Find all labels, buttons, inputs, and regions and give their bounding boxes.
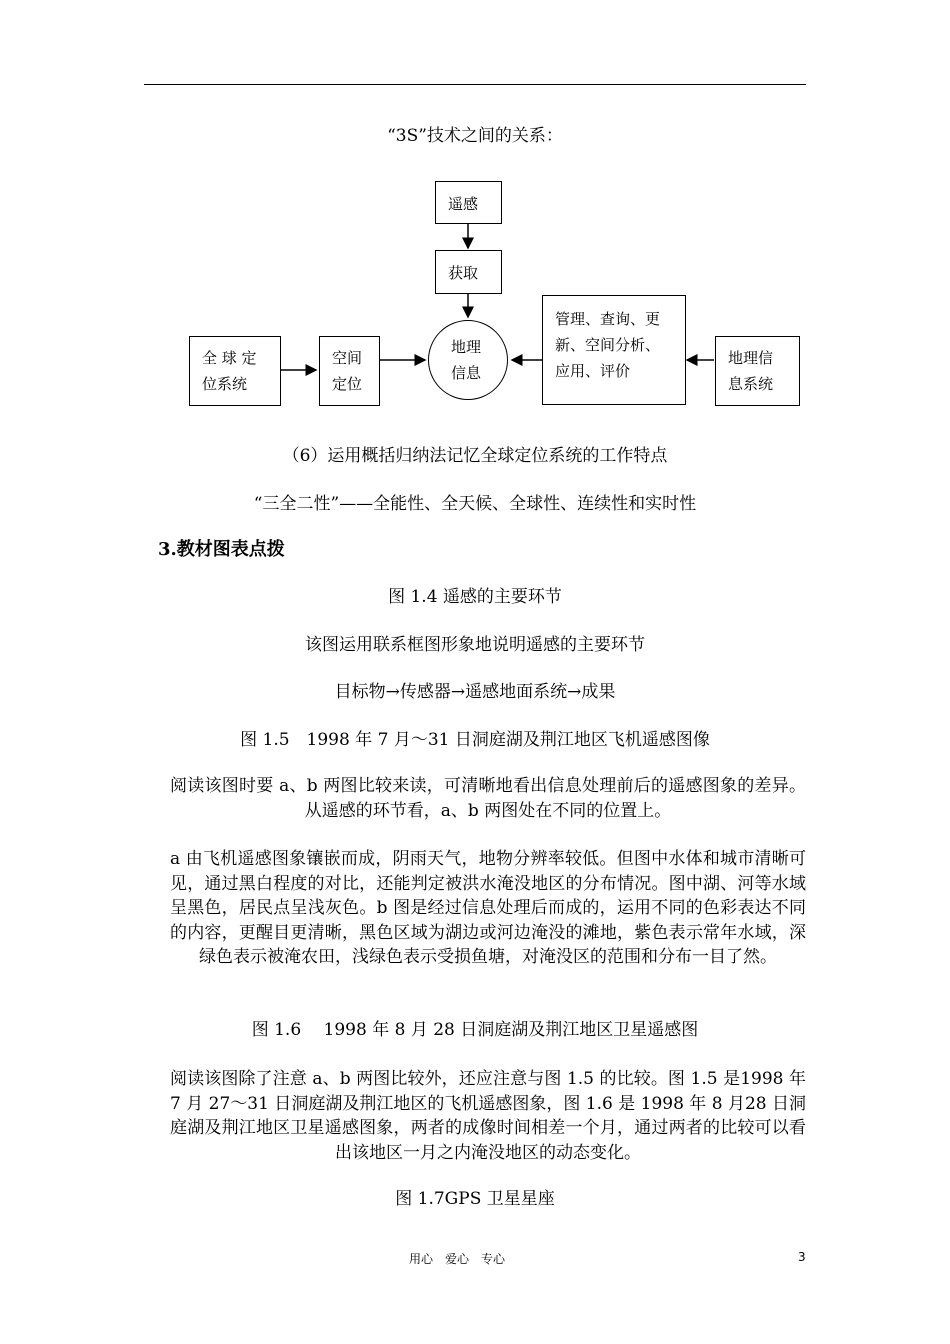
spatial-positioning-box — [319, 336, 380, 406]
spatial-label-line1: 空间 — [332, 349, 363, 367]
page-number: 3 — [798, 1250, 806, 1264]
gis-box — [715, 336, 800, 406]
remote-sensing-chain: 目标物→传感器→遥感地面系统→成果 — [334, 682, 616, 702]
paragraph-figure-1-5-reading: 阅读该图时要 a、b 两图比较来读，可清晰地看出信息处理前后的遥感图象的差异。从遥感的环节看，a、b 两图处在不同的位置上。 — [170, 776, 806, 821]
page-footer: 用心 爱心 专心 — [409, 1252, 506, 1266]
gis-functions-box — [542, 295, 686, 405]
figure-1-4-caption: 图 1.4 遥感的主要环节 — [388, 587, 562, 607]
diagram-caption: “3S”技术之间的关系： — [387, 126, 563, 146]
spatial-label-line2: 定位 — [332, 375, 363, 393]
acquire-box — [435, 250, 502, 294]
mgmt-line1: 管理、查询、更 — [555, 310, 661, 328]
figure-1-6-caption: 图 1.6 1998 年 8 月 28 日洞庭湖及荆江地区卫星遥感图 — [251, 1020, 699, 1040]
figure-1-7-caption: 图 1.7GPS 卫星星座 — [395, 1189, 555, 1209]
geo-info-circle — [428, 320, 508, 400]
gps-mnemonic-heading: （6）运用概括归纳法记忆全球定位系统的工作特点 — [282, 446, 668, 466]
acquire-label: 获取 — [448, 264, 479, 282]
geo-label-line1: 地理 — [451, 338, 482, 356]
paragraph-figure-1-5-details: a 由飞机遥感图象镶嵌而成，阴雨天气，地物分辨率较低。但图中水体和城市清晰可见，通过黑白程度的对比，还能判定被洪水淹没地区的分布情况。图中湖、河等水域呈黑色，居民点呈浅灰色。b 图是经过信息处理后而成的，运用不同的色彩表达不同的内容，更醒目更清晰，黑色区域为湖边或河边淹没的滩地，紫色表示常年水域，深绿色表示被淹农田，浅绿色表示受损鱼塘，对淹没区的范围和分布一目了然。 — [170, 849, 806, 967]
gis-label-line1: 地理信 — [728, 349, 774, 367]
remote-sensing-label: 遥感 — [448, 195, 479, 213]
gis-label-line2: 息系统 — [728, 375, 774, 393]
gps-label-line2: 位系统 — [202, 375, 248, 393]
mgmt-line3: 应用、评价 — [555, 362, 631, 380]
gps-label-line1: 全 球 定 — [202, 349, 257, 367]
geo-label-line2: 信息 — [451, 364, 482, 382]
gps-mnemonic-text: “三全二性”——全能性、全天候、全球性、连续性和实时性 — [253, 494, 697, 514]
remote-sensing-box — [435, 181, 502, 224]
gps-box — [189, 336, 281, 406]
mgmt-line2: 新、空间分析、 — [555, 336, 661, 354]
section-heading: 3.教材图表点拨 — [158, 539, 285, 560]
figure-1-4-description: 该图运用联系框图形象地说明遥感的主要环节 — [305, 635, 645, 655]
paragraph-figure-1-6: 阅读该图除了注意 a、b 两图比较外，还应注意与图 1.5 的比较。图 1.5 是1998 年 7 月 27～31 日洞庭湖及荆江地区的飞机遥感图象，图 1.6 是 1998 年 8 月28 日洞庭湖及荆江地区卫星遥感图象，两者的成像时间相差一个月，通过两者的比较可以看出该地区一月之内淹没地区的动态变化。 — [170, 1069, 806, 1163]
figure-1-5-caption: 图 1.5 1998 年 7 月～31 日洞庭湖及荆江地区飞机遥感图像 — [240, 730, 710, 750]
